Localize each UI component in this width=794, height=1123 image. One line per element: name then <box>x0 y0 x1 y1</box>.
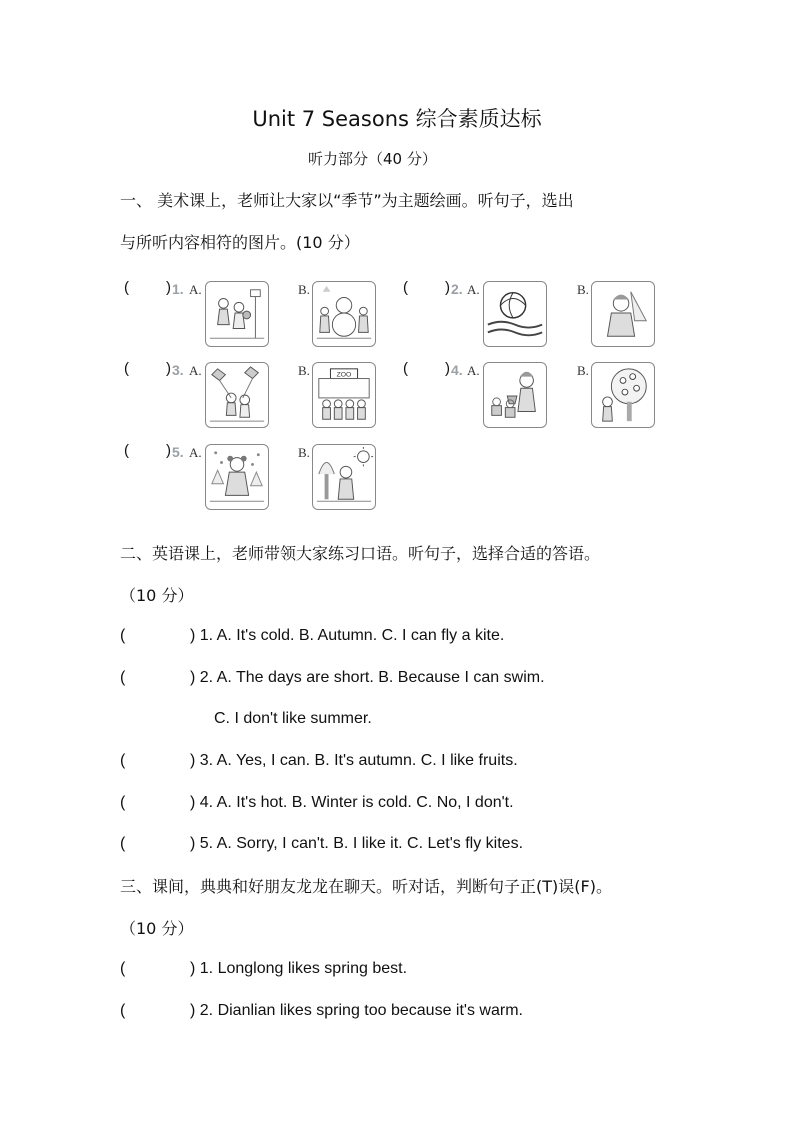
answer-paren-open: ( <box>120 1002 126 1019</box>
option-label-b: B. <box>298 363 310 378</box>
item-number: 1. <box>172 281 184 297</box>
answer-paren-close: ) <box>445 279 450 296</box>
item-number: 3. <box>172 362 184 378</box>
option-label-b: B. <box>298 445 310 460</box>
option-label-a: A. <box>189 445 202 460</box>
option-label-a: A. <box>467 282 480 297</box>
girl-watering-plants-icon[interactable] <box>483 362 547 428</box>
part2-instruction-line1: 二、英语课上，老师带领大家练习口语。听句子，选择合适的答语。 <box>120 544 601 563</box>
page-title: Unit 7 Seasons 综合素质达标 <box>252 107 542 131</box>
answer-paren-open: ( <box>124 442 129 459</box>
statement-text: ) 1. Longlong likes spring best. <box>190 960 408 977</box>
girl-in-snow-icon[interactable] <box>205 444 269 510</box>
answer-paren-close: ) <box>166 360 171 377</box>
part1-instruction-line1: 一、 美术课上，老师让大家以“季节”为主题绘画。听句子，选出 <box>120 191 574 210</box>
answer-paren-close: ) <box>445 360 450 377</box>
beach-ball-icon[interactable] <box>483 281 547 347</box>
question-text: ) 3. A. Yes, I can. B. It's autumn. C. I like fruits. <box>190 752 518 769</box>
option-label-b: B. <box>577 282 589 297</box>
answer-paren-open: ( <box>120 835 126 852</box>
option-label-a: A. <box>467 363 480 378</box>
boy-picking-apples-icon[interactable] <box>591 362 655 428</box>
girl-in-summer-park-icon[interactable] <box>312 444 376 510</box>
option-label-b: B. <box>577 363 589 378</box>
girl-in-winter-coat-icon[interactable] <box>591 281 655 347</box>
children-at-zoo-icon[interactable] <box>312 362 376 428</box>
item-number: 2. <box>451 281 463 297</box>
answer-paren-open: ( <box>120 627 126 644</box>
part1-instruction-line2: 与所听内容相符的图片。(10 分） <box>120 233 360 252</box>
children-flying-kites-icon[interactable] <box>205 362 269 428</box>
answer-paren-open: ( <box>120 960 126 977</box>
answer-paren-open: ( <box>120 794 126 811</box>
question-text: ) 2. A. The days are short. B. Because I can swim. <box>190 669 545 686</box>
question-text: ) 4. A. It's hot. B. Winter is cold. C. No, I don't. <box>190 794 514 811</box>
statement-text: ) 2. Dianlian likes spring too because it's warm. <box>190 1002 523 1019</box>
question-text-continued: C. I don't like summer. <box>214 710 372 727</box>
svg-text:ZOO: ZOO <box>336 371 352 379</box>
option-label-a: A. <box>189 282 202 297</box>
item-number: 4. <box>451 362 463 378</box>
answer-paren-close: ) <box>166 442 171 459</box>
item-number: 5. <box>172 444 184 460</box>
part3-instruction-line1: 三、课间，典典和好朋友龙龙在聊天。听对话，判断句子正(T)误(F)。 <box>120 877 612 896</box>
children-playing-basketball-icon[interactable] <box>205 281 269 347</box>
answer-paren-open: ( <box>124 360 129 377</box>
answer-paren-open: ( <box>120 669 126 686</box>
answer-paren-open: ( <box>403 360 408 377</box>
option-label-a: A. <box>189 363 202 378</box>
snowman-with-children-icon[interactable] <box>312 281 376 347</box>
answer-paren-open: ( <box>120 752 126 769</box>
answer-paren-open: ( <box>403 279 408 296</box>
question-text: ) 5. A. Sorry, I can't. B. I like it. C. Let's fly kites. <box>190 835 524 852</box>
answer-paren-close: ) <box>166 279 171 296</box>
part2-instruction-line2: （10 分） <box>120 586 194 605</box>
option-label-b: B. <box>298 282 310 297</box>
part3-instruction-line2: （10 分） <box>120 919 194 938</box>
section-subtitle: 听力部分（40 分） <box>308 150 437 168</box>
answer-paren-open: ( <box>124 279 129 296</box>
question-text: ) 1. A. It's cold. B. Autumn. C. I can fly a kite. <box>190 627 505 644</box>
